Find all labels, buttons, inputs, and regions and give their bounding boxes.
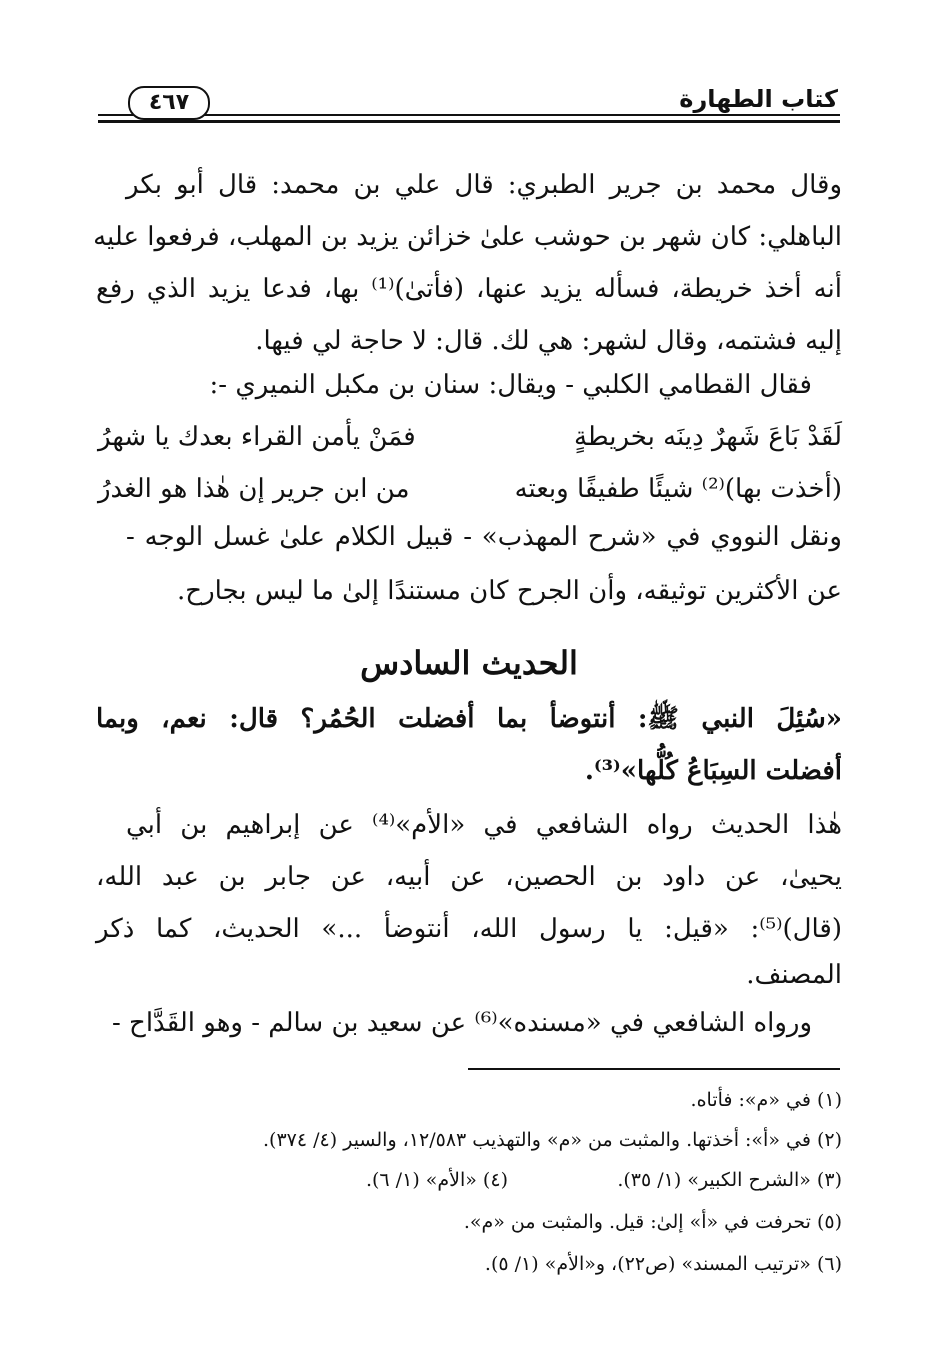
footnote: (٣) «الشرح الكبير» (١/ ٣٥). xyxy=(617,1169,842,1191)
running-header-title: كتاب الطهارة xyxy=(679,85,838,113)
footnote: (٦) «ترتيب المسند» (ص٢٢)، و«الأم» (١/ ٥). xyxy=(484,1253,842,1275)
paragraph-line: يحيىٰ، عن داود بن الحصين، عن أبيه، عن جابر بن عبد الله، xyxy=(96,862,842,892)
paragraph-line: ونقل النووي في «شرح المهذب» - قبيل الكلام علىٰ غسل الوجه - xyxy=(126,522,842,552)
poem-hemistich: لَقَدْ بَاعَ شَهرٌ دِينَه بخريطةٍ xyxy=(573,422,842,452)
header-rule-top xyxy=(98,114,840,116)
paragraph-line: عن الأكثرين توثيقه، وأن الجرح كان مستندًا إلىٰ ما ليس بجارح. xyxy=(177,576,842,606)
footnote: (١) في «م»: فأتاه. xyxy=(690,1089,842,1111)
paragraph-line: أنه أخذ خريطة، فسأله يزيد عنها، (فأتىٰ)⁽¹⁾ بها، فدعا يزيد الذي رفع xyxy=(96,274,842,304)
hadith-line: «سُئِلَ النبي ﷺ: أنتوضأ بما أفضلت الحُمُر؟ قال: نعم، وبما xyxy=(96,704,842,734)
paragraph-line: (قال)⁽⁵⁾: «قيل: يا رسول الله، أنتوضأ ...» الحديث، كما ذكر xyxy=(96,914,842,944)
footnote-separator xyxy=(468,1068,840,1070)
paragraph-line: هٰذا الحديث رواه الشافعي في «الأم»⁽⁴⁾ عن إبراهيم بن أبي xyxy=(126,810,842,840)
poem-hemistich: فمَنْ يأمن القراء بعدك يا شهرُ xyxy=(98,422,416,452)
paragraph-line: فقال القطامي الكلبي - ويقال: سنان بن مكبل النميري -: xyxy=(209,370,812,400)
section-heading: الحديث السادس xyxy=(360,644,578,682)
paragraph-line: المصنف. xyxy=(746,960,842,990)
poem-hemistich: من ابن جرير إن هٰذا هو الغدرُ xyxy=(98,474,410,504)
paragraph-line: إليه فشتمه، وقال لشهر: هي لك. قال: لا حاجة لي فيها. xyxy=(255,326,842,356)
paragraph-line: وقال محمد بن جرير الطبري: قال علي بن محمد: قال أبو بكر xyxy=(126,170,842,200)
footnote: (٤) «الأم» (١/ ٦). xyxy=(365,1169,508,1191)
paragraph-line: ورواه الشافعي في «مسنده»⁽⁶⁾ عن سعيد بن سالم - وهو القَدَّاح - xyxy=(112,1008,812,1038)
poem-hemistich: (أخذت بها)⁽²⁾ شيئًا طفيفًا وبعته xyxy=(514,474,842,504)
footnote: (٢) في «أ»: أخذتها. والمثبت من «م» والتهذيب ١٢/٥٨٣، والسير (٤/ ٣٧٤). xyxy=(263,1129,842,1151)
header-rule-bottom xyxy=(98,120,840,123)
footnote: (٥) تحرفت في «أ» إلىٰ: قيل. والمثبت من «م». xyxy=(463,1211,842,1233)
paragraph-line: الباهلي: كان شهر بن حوشب علىٰ خزائن يزيد بن المهلب، فرفعوا عليه xyxy=(93,222,842,252)
page-number: ٤٦٧ xyxy=(128,86,210,120)
hadith-line: أفضلت السِبَاعُ كُلُّها»⁽³⁾. xyxy=(584,756,842,786)
